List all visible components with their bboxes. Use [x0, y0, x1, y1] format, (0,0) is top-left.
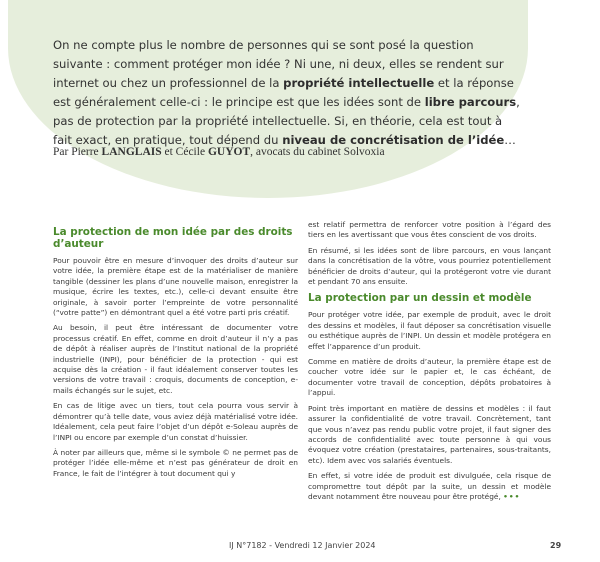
intro-text-4: … [504, 133, 516, 147]
intro-bold-2: libre parcours [424, 95, 517, 109]
page-footer [0, 541, 600, 555]
section-1-continuation-1: est relatif permettra de renforcer votre position à l’égard des tiers en les avertissant que vous êtes conscient de vos droits. [308, 220, 551, 240]
intro-text-1: On ne compte plus le nombre de personnes qui se sont posé la question suivante : comment protéger mon idée ? Ni une, ni deux, elles se rendent sur internet ou chez un professionnel de la [53, 38, 504, 90]
section-1-paragraph-2: Au besoin, il peut être intéressant de documenter votre processus créatif. En effet, comme en droit d’auteur il n’y a pas de dépôt à réaliser auprès de l’Institut national de la propriété industrielle (INPI), pour bénéficier de la protection - qui est acquise dès la création - il faut idéalement conserver toutes les versions de votre travail : croquis, documents de conception, e-mails échangés sur le sujet, etc. [53, 323, 298, 395]
intro-lead [53, 36, 523, 150]
column-right [308, 220, 551, 507]
section-1-continuation-2: En résumé, si les idées sont de libre parcours, en vous lançant dans la concrétisation de la vôtre, vous pourriez potentiellement bénéficier de droits d’auteur, qui la protégeront votre vie durant et pendant 70 ans ensuite. [308, 245, 551, 287]
section-1-title: La protection de mon idée par des droits d’auteur [53, 226, 293, 250]
page-number: 29 [550, 541, 562, 550]
byline-suffix: , avocats du cabinet Solvoxia [250, 146, 385, 158]
byline [53, 146, 533, 158]
section-1-paragraph-1: Pour pouvoir être en mesure d’invoquer des droits d’auteur sur votre idée, la première étape est de la matérialiser de manière tangible (dessiner les plans d’une nouvelle maison, enregistrer la musique, écrire les textes, etc.), celle-ci devant ensuite être originale, à savoir porter l’empreinte de votre personnalité (“votre patte”) en démontrant quel a été votre parti pris créatif. [53, 256, 298, 318]
intro-bold-1: propriété intellectuelle [283, 76, 435, 90]
byline-mid: et Cécile [161, 146, 208, 158]
section-2-paragraph-4 [308, 471, 551, 502]
section-2-last-text: En effet, si votre idée de produit est divulguée, cela risque de compromettre tout dépôt par la suite, un dessin et modèle devant notamment être nouveau pour être protégé, [308, 471, 551, 501]
section-2-paragraph-1: Pour protéger votre idée, par exemple de produit, avec le droit des dessins et modèles, il faut déposer sa concrétisation visuelle ou esthétique auprès de l’INPI. Un dessin et modèle protégera en effet l’apparence d’un produit. [308, 310, 551, 351]
continuation-mark: ••• [503, 491, 521, 501]
section-2-paragraph-2: Comme en matière de droits d’auteur, la première étape est de coucher votre idée sur le papier et, le cas échéant, de documenter votre travail de conception, dépôts probatoires à l’appui. [308, 357, 551, 398]
intro-text-3: , pas de protection par la propriété intellectuelle. Si, en théorie, cela est tout à fait exact, en pratique, tout dépend du [53, 95, 520, 147]
intro-bold-3: niveau de concrétisation de l’idée [282, 133, 505, 147]
author-2-last-name: GUYOT [207, 146, 251, 158]
section-1-paragraph-4: À noter par ailleurs que, même si le symbole © ne permet pas de protéger l’idée elle-même et n’est pas générateur de droit en France, le fait de l’intégrer à tout document qui y [53, 447, 298, 478]
section-2-paragraph-3: Point très important en matière de dessins et modèles : il faut assurer la confidentialité de votre travail. Concrètement, tant que vous n’avez pas rendu public votre projet, il faut signer des accords de confidentialité avec toute personne à qui vous évoquez votre création (prestataires, partenaires, sous-traitants, etc). Idem avec vos salariés éventuels. [308, 403, 551, 465]
column-left [53, 226, 298, 484]
section-1-paragraph-3: En cas de litige avec un tiers, tout cela pourra vous servir à démontrer qu’à telle date, vous aviez déjà matérialisé votre idée. Idéalement, cela peut faire l’objet d’un dépôt e-Soleau auprès de l’INPI ou encore par exemple d’un constat d’huissier. [53, 401, 298, 442]
section-2-title: La protection par un dessin et modèle [308, 292, 532, 305]
byline-prefix: Par Pierre [53, 146, 102, 158]
footer-issue: IJ N°7182 - Vendredi 12 Janvier 2024 [229, 541, 376, 550]
author-1-last-name: LANGLAIS [101, 146, 162, 158]
intro-text-2: et la réponse est généralement celle-ci : le principe est que les idées sont de [53, 76, 514, 109]
